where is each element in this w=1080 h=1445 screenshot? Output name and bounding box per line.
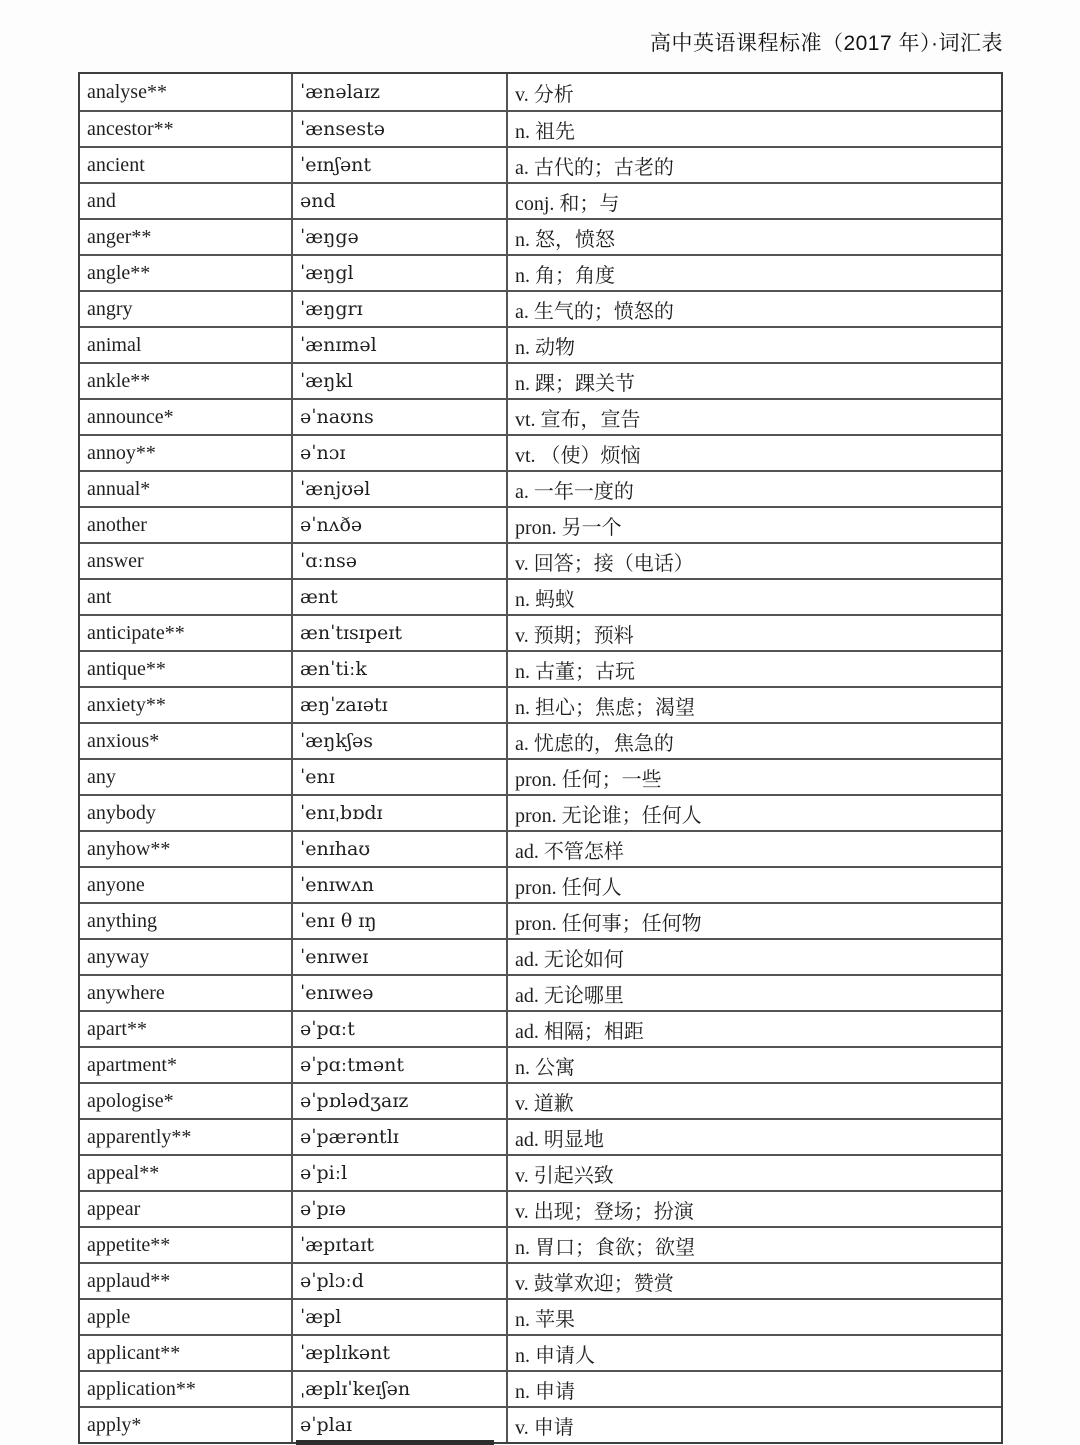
word-cell: apply* [87,1413,142,1436]
pronunciation-cell: əˈpɪə [291,1192,506,1226]
table-row [80,506,1001,542]
table-row [80,1082,1001,1118]
definition-cell: vt. （使）烦恼 [506,436,1001,470]
definition-cell: a. 生气的；愤怒的 [506,292,1001,326]
table-row [80,1262,1001,1298]
table-row [80,1406,1001,1442]
definition-cell: pron. 任何事；任何物 [506,904,1001,938]
word-cell: anxious* [87,729,160,752]
word-cell: apparently** [87,1125,192,1148]
pronunciation-cell: əˈpɑːtmənt [291,1048,506,1082]
table-row [80,578,1001,614]
definition-cell: pron. 任何人 [506,868,1001,902]
pronunciation-cell: ˈæpl [291,1300,506,1334]
table-row [80,254,1001,290]
definition-cell: ad. 相隔；相距 [506,1012,1001,1046]
definition-cell: ad. 无论哪里 [506,976,1001,1010]
word-cell: anyone [87,873,145,896]
table-row [80,1154,1001,1190]
definition-cell: v. 回答；接（电话） [506,544,1001,578]
definition-cell: ad. 无论如何 [506,940,1001,974]
pronunciation-cell: əˈnʌðə [291,508,506,542]
table-row [80,974,1001,1010]
word-cell: anybody [87,801,156,824]
definition-cell: v. 鼓掌欢迎；赞赏 [506,1264,1001,1298]
word-cell: anywhere [87,981,165,1004]
word-cell: angle** [87,261,151,284]
table-row [80,1010,1001,1046]
table-row [80,146,1001,182]
table-row [80,1118,1001,1154]
table-row [80,1226,1001,1262]
word-cell: annoy** [87,441,156,464]
word-cell: appear [87,1197,141,1220]
pronunciation-cell: əˈpɒlədʒaɪz [291,1084,506,1118]
pronunciation-cell: ˈenɪhaʊ [291,832,506,866]
table-row [80,830,1001,866]
table-row [80,614,1001,650]
table-row [80,1046,1001,1082]
pronunciation-cell: əˈnɔɪ [291,436,506,470]
word-cell: animal [87,333,142,356]
pronunciation-cell: əˈplɔːd [291,1264,506,1298]
pronunciation-cell: æŋˈzaɪətɪ [291,688,506,722]
word-cell: applaud** [87,1269,171,1292]
definition-cell: a. 一年一度的 [506,472,1001,506]
definition-cell: conj. 和；与 [506,184,1001,218]
word-cell: any [87,765,116,788]
table-row [80,542,1001,578]
pronunciation-cell: ˌæplɪˈkeɪʃən [291,1372,506,1406]
pronunciation-cell: ˈænəlaɪz [291,74,506,110]
definition-cell: n. 蚂蚁 [506,580,1001,614]
definition-cell: n. 申请人 [506,1336,1001,1370]
pronunciation-cell: ˈæplɪkənt [291,1336,506,1370]
definition-cell: v. 引起兴致 [506,1156,1001,1190]
pronunciation-cell: ˈæŋgrɪ [291,292,506,326]
pronunciation-cell: ˈæpɪtaɪt [291,1228,506,1262]
table-row [80,398,1001,434]
word-cell: annual* [87,477,151,500]
pronunciation-cell: ænˈtɪsɪpeɪt [291,616,506,650]
word-cell: analyse** [87,80,167,103]
table-row [80,74,1001,110]
definition-cell: n. 踝；踝关节 [506,364,1001,398]
word-cell: anxiety** [87,693,166,716]
next-row-cutoff-artifact [296,1440,494,1445]
pronunciation-cell: əˈnaʊns [291,400,506,434]
table-row [80,722,1001,758]
definition-cell: n. 古董；古玩 [506,652,1001,686]
pronunciation-cell: ˈenɪweə [291,976,506,1010]
definition-cell: a. 忧虑的，焦急的 [506,724,1001,758]
definition-cell: pron. 另一个 [506,508,1001,542]
table-row [80,290,1001,326]
definition-cell: v. 预期；预料 [506,616,1001,650]
definition-cell: n. 担心；焦虑；渴望 [506,688,1001,722]
table-row [80,362,1001,398]
pronunciation-cell: əˈplaɪ [291,1408,506,1442]
definition-cell: pron. 任何；一些 [506,760,1001,794]
table-row [80,866,1001,902]
definition-cell: v. 出现；登场；扮演 [506,1192,1001,1226]
word-cell: another [87,513,147,536]
word-cell: application** [87,1377,196,1400]
pronunciation-cell: ənd [291,184,506,218]
pronunciation-cell: ˈæŋgl [291,256,506,290]
table-row [80,1370,1001,1406]
table-row [80,326,1001,362]
definition-cell: vt. 宣布，宣告 [506,400,1001,434]
pronunciation-cell: ænˈtiːk [291,652,506,686]
table-row [80,794,1001,830]
definition-cell: pron. 无论谁；任何人 [506,796,1001,830]
pronunciation-cell: ˈænjʊəl [291,472,506,506]
definition-cell: v. 申请 [506,1408,1001,1442]
definition-cell: n. 公寓 [506,1048,1001,1082]
definition-cell: ad. 明显地 [506,1120,1001,1154]
pronunciation-cell: ˈenɪˌbɒdɪ [291,796,506,830]
pronunciation-cell: ˈænsestə [291,112,506,146]
word-cell: anticipate** [87,621,185,644]
table-row [80,902,1001,938]
definition-cell: n. 申请 [506,1372,1001,1406]
table-row [80,182,1001,218]
word-cell: announce* [87,405,174,428]
table-row [80,110,1001,146]
definition-cell: a. 古代的；古老的 [506,148,1001,182]
word-cell: applicant** [87,1341,181,1364]
definition-cell: n. 怒，愤怒 [506,220,1001,254]
word-cell: apple [87,1305,131,1328]
definition-cell: n. 动物 [506,328,1001,362]
word-cell: apologise* [87,1089,174,1112]
word-cell: apartment* [87,1053,177,1076]
word-cell: ant [87,585,112,608]
table-row [80,1334,1001,1370]
word-cell: appetite** [87,1233,171,1256]
word-cell: ancestor** [87,117,174,140]
pronunciation-cell: ˈæŋkʃəs [291,724,506,758]
table-row [80,470,1001,506]
pronunciation-cell: ˈɑːnsə [291,544,506,578]
pronunciation-cell: ˈenɪwʌn [291,868,506,902]
table-row [80,650,1001,686]
pronunciation-cell: əˈpærəntlɪ [291,1120,506,1154]
definition-cell: n. 祖先 [506,112,1001,146]
table-row [80,686,1001,722]
vocabulary-table [78,72,1003,1444]
table-row [80,1298,1001,1334]
word-cell: anyhow** [87,837,171,860]
definition-cell: v. 道歉 [506,1084,1001,1118]
pronunciation-cell: ˈenɪweɪ [291,940,506,974]
pronunciation-cell: əˈpɑːt [291,1012,506,1046]
pronunciation-cell: ˈenɪ [291,760,506,794]
pronunciation-cell: əˈpiːl [291,1156,506,1190]
definition-cell: ad. 不管怎样 [506,832,1001,866]
definition-cell: n. 胃口；食欲；欲望 [506,1228,1001,1262]
word-cell: and [87,189,116,212]
word-cell: antique** [87,657,166,680]
pronunciation-cell: ˈæŋkl [291,364,506,398]
word-cell: apart** [87,1017,147,1040]
pronunciation-cell: ˈenɪ θ ɪŋ [291,904,506,938]
word-cell: ankle** [87,369,151,392]
page-header-title: 高中英语课程标准（2017 年）·词汇表 [649,32,1003,55]
word-cell: angry [87,297,133,320]
word-cell: anything [87,909,157,932]
definition-cell: n. 角；角度 [506,256,1001,290]
word-cell: anyway [87,945,150,968]
pronunciation-cell: ˈænɪməl [291,328,506,362]
table-row [80,938,1001,974]
pronunciation-cell: ænt [291,580,506,614]
word-cell: anger** [87,225,152,248]
pronunciation-cell: ˈæŋgə [291,220,506,254]
word-cell: answer [87,549,144,572]
table-row [80,1190,1001,1226]
pronunciation-cell: ˈeɪnʃənt [291,148,506,182]
word-cell: appeal** [87,1161,160,1184]
table-row [80,218,1001,254]
definition-cell: v. 分析 [506,74,1001,110]
table-row [80,758,1001,794]
definition-cell: n. 苹果 [506,1300,1001,1334]
table-row [80,434,1001,470]
word-cell: ancient [87,153,145,176]
